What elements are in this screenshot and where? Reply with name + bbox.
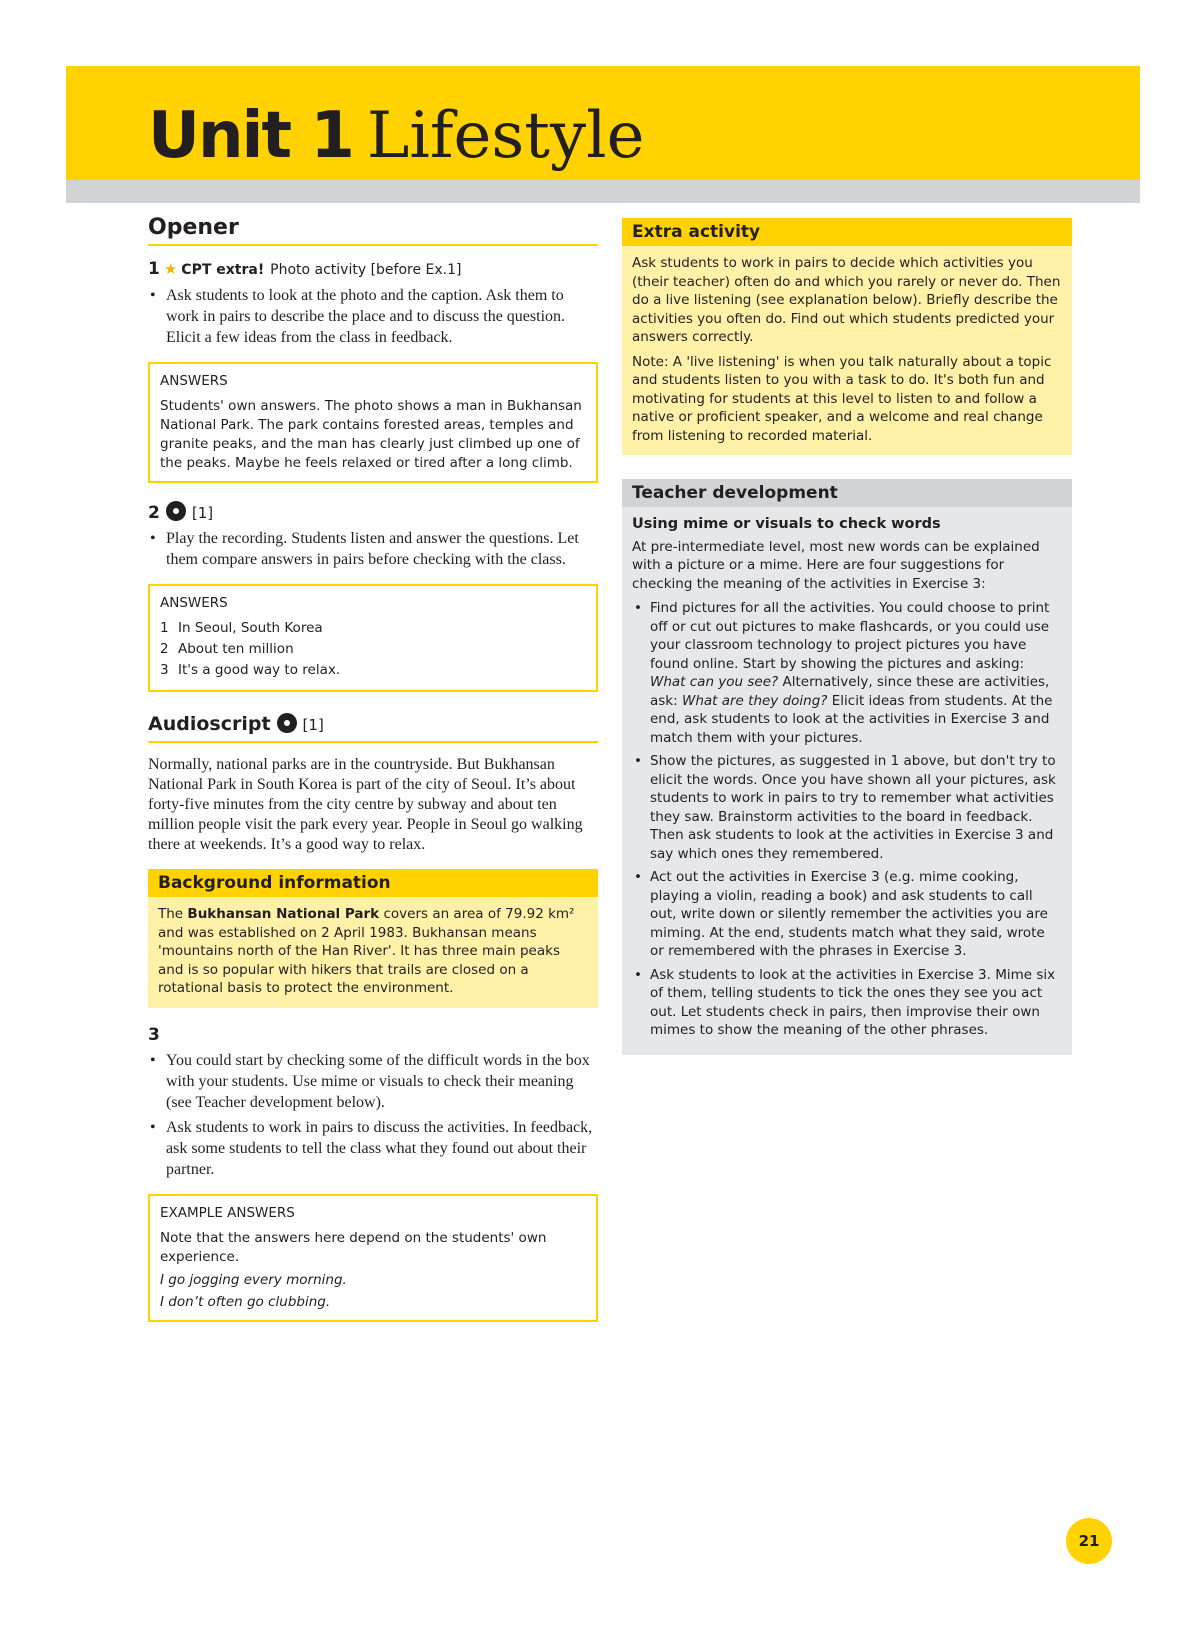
exercise-3-answers-box [148, 1194, 598, 1322]
extra-activity-heading: Extra activity [622, 218, 1072, 246]
audioscript-text: Normally, national parks are in the countryside. But Bukhansan National Park in South Korea is part of the city of Seoul. It’s about forty-five minutes from the city centre by subway and about ten million people visit the park every year. People in Seoul go walking there at weekends. It’s a good way to relax. [148, 756, 583, 853]
track-number: [1] [191, 504, 214, 522]
teacher-development-heading: Teacher development [622, 479, 1072, 507]
audio-cd-icon [277, 713, 297, 733]
track-number: [1] [302, 716, 324, 734]
answers-label: ANSWERS [160, 373, 228, 389]
page-title [148, 92, 644, 179]
list-item: • Find pictures for all the activities. You could choose to print off or cut out pictures to make flashcards, or you could use your classroom technology to project pictures you have found online. Start by showing the pictures and asking: What can you see? Alternatively, since these are activities, ask: What are they doing? Elicit ideas from students. At the end, ask students to look at the activities in Exercise 3 and match them with your pictures. [632, 599, 1062, 747]
unit-title: Lifestyle [366, 99, 645, 173]
unit-number: Unit 1 [148, 99, 353, 173]
list-item: • Ask students to look at the photo and the caption. Ask them to work in pairs to describe the place and to discuss the question. Elicit a few ideas from the class in feedback. [148, 285, 598, 348]
answers-list [160, 619, 586, 680]
teacher-development-body [622, 507, 1072, 1055]
answers-label: EXAMPLE ANSWERS [160, 1204, 295, 1221]
extra-activity-paragraph: Ask students to work in pairs to decide which activities you (their teacher) often do and which you rarely or never do. Then do a live listening (see explanation below). Briefly describe the activities you often do. Find out which students predicted your answers correctly. [632, 255, 1061, 345]
list-item: • Play the recording. Students listen and answer the questions. Let them compare answers in pairs before checking with the class. [148, 528, 598, 570]
star-icon: ★ [163, 260, 178, 278]
example-answer: I don’t often go clubbing. [160, 1293, 331, 1310]
extra-activity-body [622, 246, 1072, 455]
exercise-1-number: 1 [148, 259, 160, 279]
teacher-development-subheading: Using mime or visuals to check words [632, 516, 941, 532]
audioscript-heading: Audioscript [1] [148, 710, 598, 743]
list-item: • Act out the activities in Exercise 3 (e.g. mime cooking, playing a violin, reading a book) and ask students to call out, write down or silently remember the activities you are miming. At the end, students match what they said, wrote or remembered with the phrases in Exercise 3. [632, 868, 1062, 961]
list-item: • Ask students to work in pairs to discuss the activities. In feedback, ask some students to tell the class what they found out about their partner. [148, 1117, 598, 1180]
teacher-development-box [622, 479, 1072, 1055]
teacher-development-intro: At pre-intermediate level, most new words can be explained with a picture or a mime. Here are four suggestions for checking the meaning of the activities in Exercise 3: [632, 538, 1040, 592]
exercise-1-heading [148, 258, 598, 281]
audio-cd-icon [166, 501, 186, 521]
left-column [148, 214, 598, 1340]
background-information-heading: Background information [148, 869, 598, 897]
answers-text: Students' own answers. The photo shows a man in Bukhansan National Park. The park contains forested areas, temples and granite peaks, and the man has clearly just climbed up one of the peaks. Maybe he feels relaxed or tired after a long climb. [160, 398, 582, 471]
list-item: 2 About ten million [160, 641, 294, 657]
exercise-2-bullets [148, 528, 598, 570]
list-item: 3 It's a good way to relax. [160, 662, 341, 678]
page-number: 21 [1066, 1518, 1112, 1564]
answers-note: Note that the answers here depend on the students' own experience. [160, 1229, 547, 1265]
extra-activity-note: Note: A 'live listening' is when you talk naturally about a topic and students listen to you with a task to do. It's both fun and motivating for students at this level to listen to and follow a native or proficient speaker, and a welcome and real change from listening to recorded material. [632, 353, 1052, 444]
cpt-extra-description: Photo activity [before Ex.1] [270, 262, 462, 278]
teacher-development-list [632, 599, 1062, 1040]
answers-label: ANSWERS [160, 595, 228, 611]
exercise-3-bullets [148, 1050, 598, 1180]
example-answer: I go jogging every morning. [160, 1271, 347, 1288]
background-information-body: The Bukhansan National Park covers an area of 79.92 km² and was established on 2 April 1983. Bukhansan means 'mountains north of the Han River'. It has three main peaks and is so popular with hikers that trails are closed on a rotational basis to protect the environment. [158, 906, 575, 996]
exercise-1-bullets [148, 285, 598, 348]
extra-activity-box [622, 218, 1072, 455]
exercise-2-answers-box [148, 584, 598, 692]
banner-strip [66, 180, 1140, 203]
list-item: • Ask students to look at the activities in Exercise 3. Mime six of them, telling students to tick the ones they see you act out. Let students check in pairs, then improvise their own mimes to show the meaning of the other phrases. [632, 966, 1062, 1040]
list-item: • You could start by checking some of the difficult words in the box with your students. Use mime or visuals to check their meaning (see Teacher development below). [148, 1050, 598, 1113]
exercise-1-answers-box [148, 362, 598, 483]
exercise-2-number: 2 [148, 503, 160, 523]
cpt-extra-label: CPT extra! [181, 262, 265, 278]
right-column [622, 218, 1072, 1055]
opener-heading: Opener [148, 214, 598, 246]
list-item: • Show the pictures, as suggested in 1 above, but don't try to elicit the words. Once you have shown all your pictures, ask students to work in pairs to try to remember what activities they saw. Brainstorm activities to the board in feedback. Then ask students to look at the activities in Exercise 3 and say which ones they remembered. [632, 752, 1062, 863]
list-item: 1 In Seoul, South Korea [160, 620, 323, 636]
exercise-3-heading: 3 [148, 1024, 160, 1045]
background-information-box [148, 869, 598, 1008]
exercise-2-heading [148, 501, 598, 524]
